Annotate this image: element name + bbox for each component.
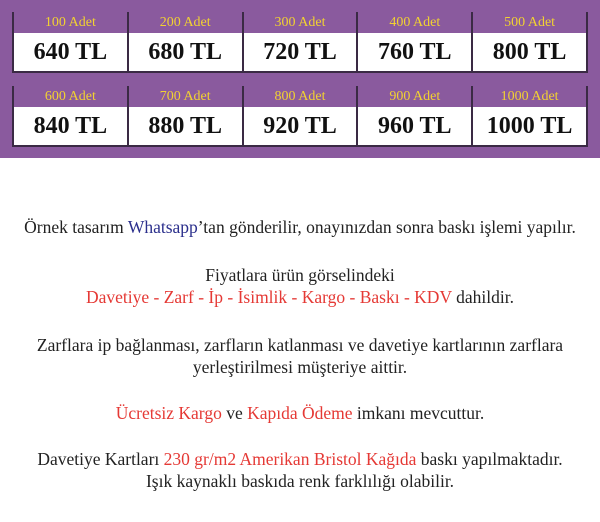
design-note (0, 216, 600, 238)
price-value: 880 TL (129, 107, 242, 145)
price-cell (244, 86, 357, 147)
included-note (0, 264, 600, 308)
quantity-label: 800 Adet (244, 86, 357, 107)
price-value: 800 TL (473, 33, 586, 71)
price-cell (358, 86, 471, 147)
quantity-label: 400 Adet (358, 12, 471, 33)
text-segment: imkanı mevcuttur. (352, 403, 485, 423)
price-cell (14, 86, 127, 147)
text-line: Işık kaynaklı baskıda renk farklılığı olabilir. (145, 471, 455, 491)
price-cell (129, 86, 242, 147)
paper-note (0, 448, 600, 492)
price-value: 1000 TL (473, 107, 586, 145)
price-row-1 (12, 12, 588, 73)
price-value: 840 TL (14, 107, 127, 145)
price-cell (473, 86, 586, 147)
text-segment: Davetiye Kartları (37, 449, 164, 469)
price-value: 960 TL (358, 107, 471, 145)
price-value: 720 TL (244, 33, 357, 71)
price-row-2 (12, 86, 588, 147)
text-line: Zarflara ip bağlanması, zarfların katlanması ve davetiye kartlarının zarflara (36, 335, 564, 355)
price-cell (244, 12, 357, 73)
text-segment: dahildir. (451, 287, 514, 307)
text-line (0, 286, 600, 308)
quantity-label: 900 Adet (358, 86, 471, 107)
text-segment: Örnek tasarım (24, 217, 128, 237)
paper-spec: 230 gr/m2 Amerikan Bristol Kağıda (163, 449, 417, 469)
whatsapp-text: Whatsapp (127, 217, 198, 237)
text-segment: ’tan gönderilir, onayınızdan sonra baskı işlemi yapılır. (197, 217, 576, 237)
quantity-label: 200 Adet (129, 12, 242, 33)
quantity-label: 300 Adet (244, 12, 357, 33)
included-items: Davetiye - Zarf - İp - İsimlik - Kargo - Baskı - KDV (85, 287, 452, 307)
text-line (0, 448, 600, 470)
cash-on-delivery-text: Kapıda Ödeme (247, 403, 353, 423)
quantity-label: 100 Adet (14, 12, 127, 33)
text-line: Fiyatlara ürün görselindeki (205, 265, 395, 285)
price-value: 920 TL (244, 107, 357, 145)
price-cell (358, 12, 471, 73)
text-segment: baskı yapılmaktadır. (416, 449, 563, 469)
price-value: 680 TL (129, 33, 242, 71)
quantity-label: 1000 Adet (473, 86, 586, 107)
free-shipping-text: Ücretsiz Kargo (115, 403, 222, 423)
customer-responsibility-note (0, 334, 600, 378)
quantity-label: 700 Adet (129, 86, 242, 107)
quantity-label: 600 Adet (14, 86, 127, 107)
price-value: 760 TL (358, 33, 471, 71)
price-value: 640 TL (14, 33, 127, 71)
price-banner (0, 0, 600, 158)
quantity-label: 500 Adet (473, 12, 586, 33)
shipping-note (0, 402, 600, 424)
price-cell (129, 12, 242, 73)
price-cell (473, 12, 586, 73)
text-segment: ve (221, 403, 248, 423)
price-cell (14, 12, 127, 73)
text-line: yerleştirilmesi müşteriye aittir. (192, 357, 408, 377)
